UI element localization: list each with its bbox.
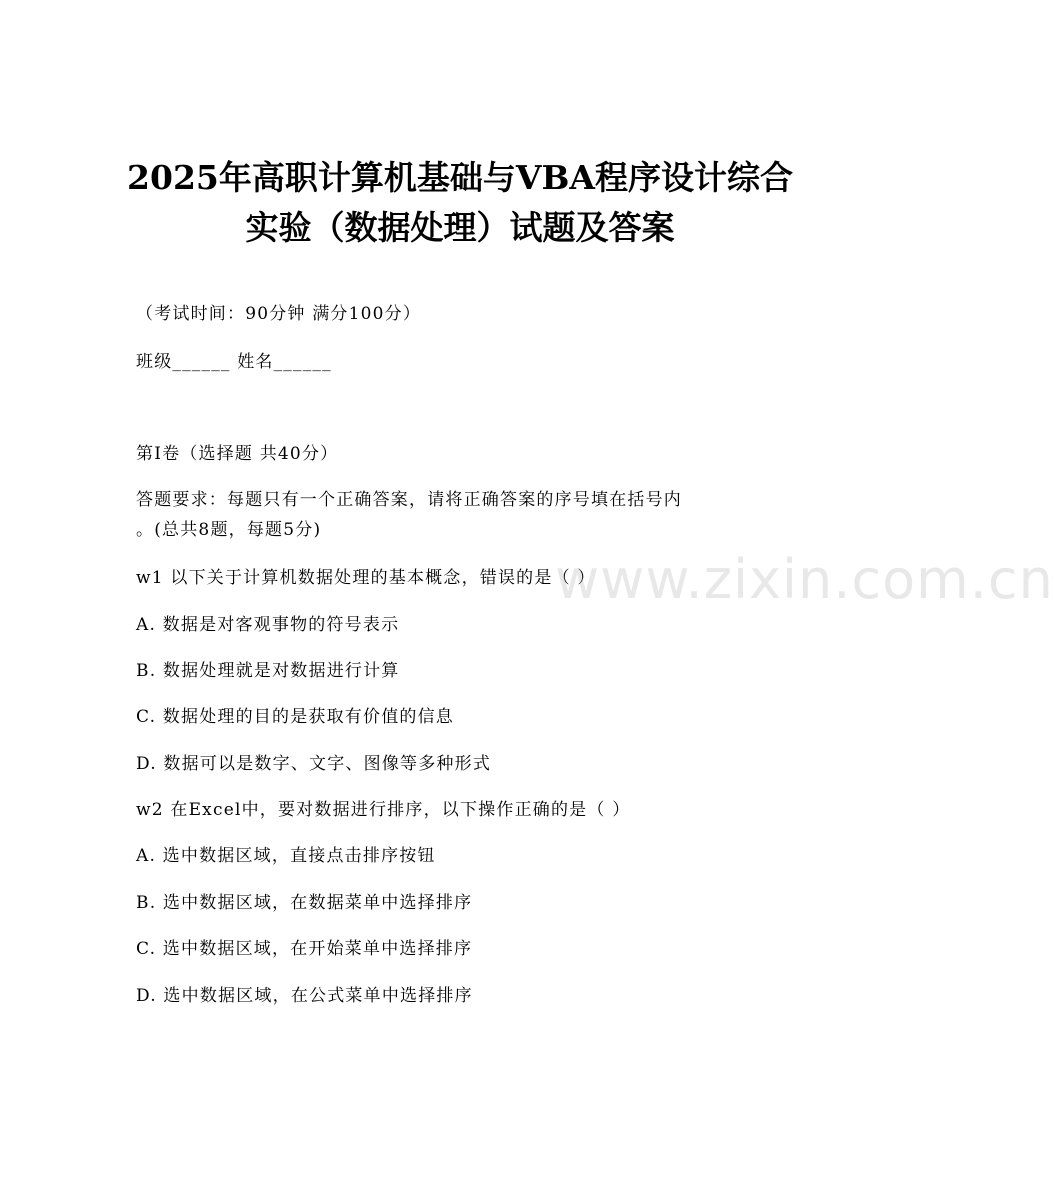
question-option: A. 选中数据区域，直接点击排序按钮 xyxy=(136,846,436,866)
question-option: C. 数据处理的目的是获取有价值的信息 xyxy=(136,707,455,727)
question-stem: w2 在Excel中，要对数据进行排序，以下操作正确的是（ ） xyxy=(136,800,631,820)
instructions-line-1: 答题要求：每题只有一个正确答案，请将正确答案的序号填在括号内 xyxy=(136,490,682,510)
student-fields: 班级______ 姓名______ xyxy=(136,352,332,372)
question-option: C. 选中数据区域，在开始菜单中选择排序 xyxy=(136,939,473,959)
question-option: D. 选中数据区域，在公式菜单中选择排序 xyxy=(136,986,473,1006)
question-option: B. 数据处理就是对数据进行计算 xyxy=(136,661,400,681)
exam-info: （考试时间：90分钟 满分100分） xyxy=(136,304,422,324)
question-option: D. 数据可以是数字、文字、图像等多种形式 xyxy=(136,754,492,774)
document-title-line-1: 2025年高职计算机基础与VBA程序设计综合 xyxy=(127,158,793,197)
watermark: www.zixin.com.cn xyxy=(555,548,1054,611)
instructions-line-2: 。(总共8题，每题5分) xyxy=(136,520,322,540)
section-header: 第Ⅰ卷（选择题 共40分） xyxy=(136,444,339,464)
question-option: B. 选中数据区域，在数据菜单中选择排序 xyxy=(136,893,473,913)
question-stem: w1 以下关于计算机数据处理的基本概念，错误的是（ ） xyxy=(136,568,596,588)
question-option: A. 数据是对客观事物的符号表示 xyxy=(136,615,400,635)
document-title-line-2: 实验（数据处理）试题及答案 xyxy=(245,208,675,247)
